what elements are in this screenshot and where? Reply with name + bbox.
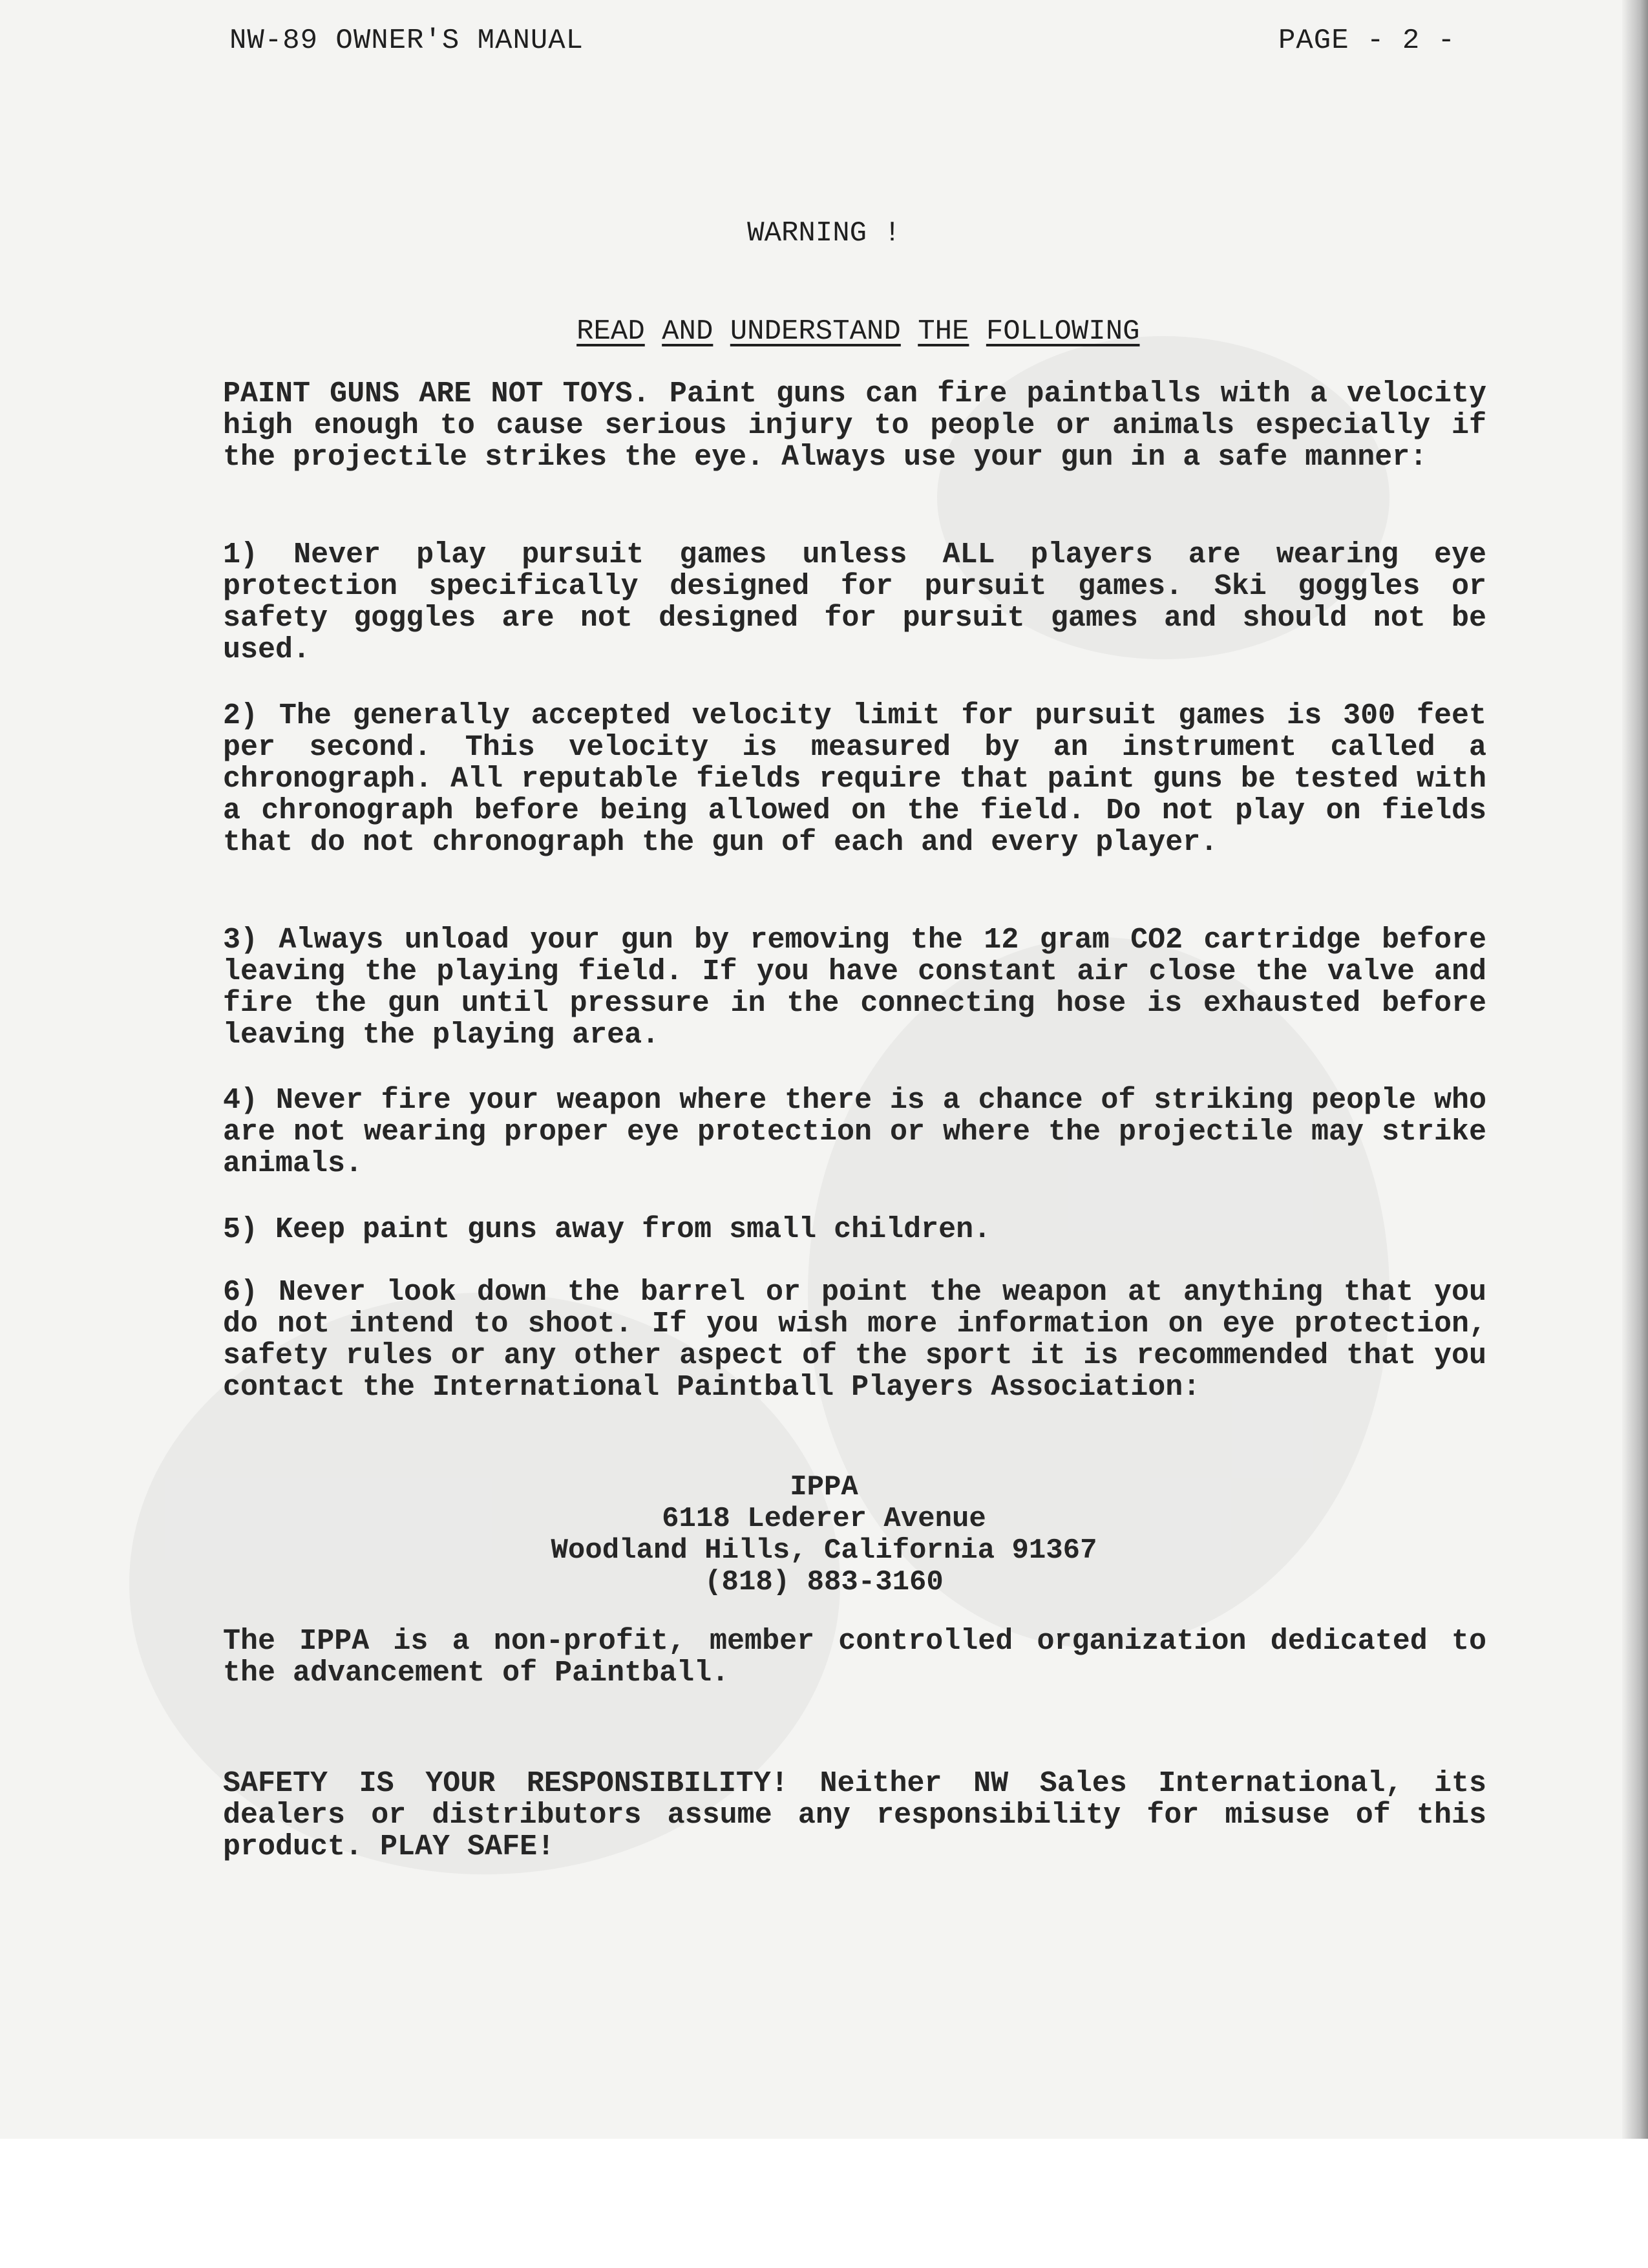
address-street: 6118 Lederer Avenue xyxy=(662,1503,986,1535)
read-understand-heading xyxy=(0,283,1648,380)
heading-word: READ xyxy=(576,315,645,348)
address-org: IPPA xyxy=(790,1471,858,1503)
safety-responsibility-note: SAFETY IS YOUR RESPONSIBILITY! Neither NW Sales International, its dealers or distributors assume any responsibility for misuse of this product. PLAY SAFE! xyxy=(223,1767,1486,1863)
scan-bottom-margin xyxy=(0,2139,1648,2268)
safety-rule-6: 6) Never look down the barrel or point the weapon at anything that you do not intend to shoot. If you wish more information on eye protection, safety rules or any other aspect of the sport it is recommended that you contact the International Paintball Players Association: xyxy=(223,1276,1486,1404)
page-number: PAGE - 2 - xyxy=(1278,25,1456,57)
safety-rule-1: 1) Never play pursuit games unless ALL players are wearing eye protection specifically designed for pursuit games. Ski goggles or safety goggles are not designed for pursuit games and should not be used. xyxy=(223,538,1486,666)
heading-word: UNDERSTAND xyxy=(730,315,901,348)
safety-rule-5: 5) Keep paint guns away from small children. xyxy=(223,1213,991,1246)
address-city: Woodland Hills, California 91367 xyxy=(551,1534,1097,1567)
intro-paragraph: PAINT GUNS ARE NOT TOYS. Paint guns can fire paintballs with a velocity high enough to cause serious injury to people or animals especially if the projectile strikes the eye. Always use your gun in a safe manner: xyxy=(223,377,1486,474)
safety-rule-3: 3) Always unload your gun by removing the 12 gram CO2 cartridge before leaving the playing field. If you have constant air close the valve and fire the gun until pressure in the connecting hose is exhausted before leaving the playing area. xyxy=(223,924,1486,1052)
address-phone: (818) 883-3160 xyxy=(704,1566,944,1598)
manual-title-header: NW-89 OWNER'S MANUAL xyxy=(229,25,584,57)
ippa-address-block xyxy=(0,1472,1648,1598)
warning-title: WARNING ! xyxy=(747,217,901,249)
heading-word: THE xyxy=(918,315,969,348)
heading-word: FOLLOWING xyxy=(986,315,1140,348)
safety-rule-2: 2) The generally accepted velocity limit for pursuit games is 300 feet per second. This velocity is measured by an instrument called a chronograph. All reputable fields require that paint guns be tested with a chronograph before being allowed on the field. Do not play on fields that do not chronograph the gun of each and every player. xyxy=(223,699,1486,859)
heading-word: AND xyxy=(662,315,713,348)
ippa-description: The IPPA is a non-profit, member controlled organization dedicated to the advancement of Paintball. xyxy=(223,1625,1486,1690)
safety-rule-4: 4) Never fire your weapon where there is a chance of striking people who are not wearing proper eye protection or where the projectile may strike animals. xyxy=(223,1084,1486,1180)
